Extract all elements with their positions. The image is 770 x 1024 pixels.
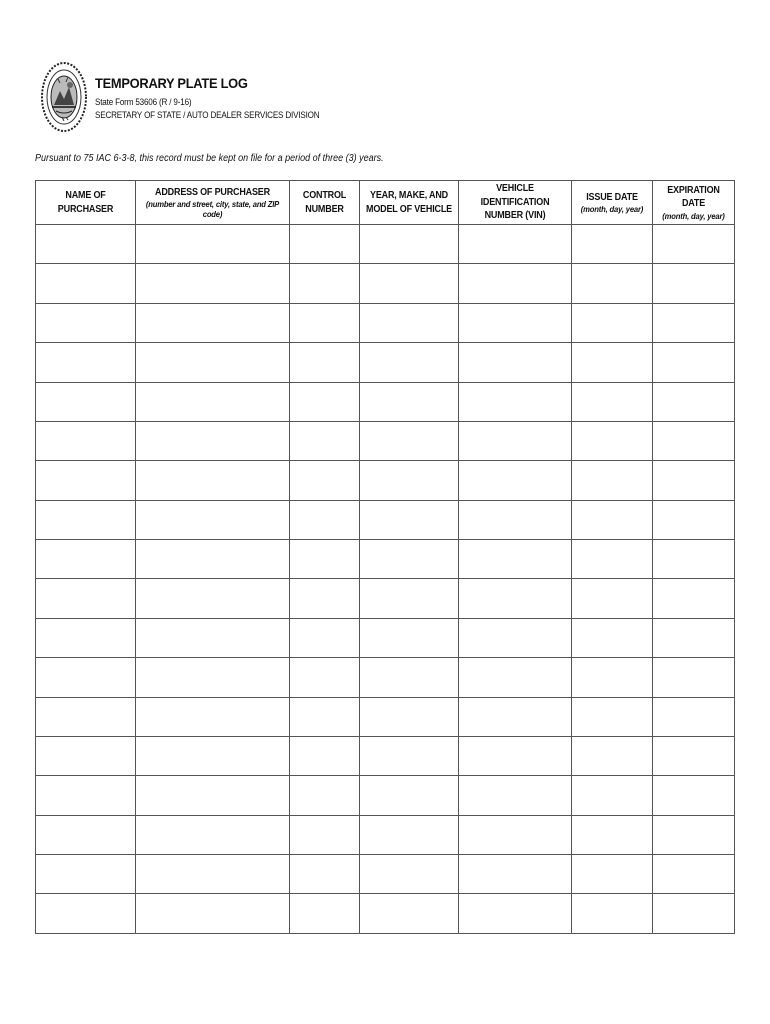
control-number-cell[interactable] [290,579,360,618]
column-header-name: NAME OF PURCHASER [36,181,136,225]
vin-cell[interactable] [459,264,572,303]
table-row [36,421,735,460]
vin-cell[interactable] [459,421,572,460]
vehicle-cell[interactable] [360,894,459,934]
issue-date-cell[interactable] [572,343,653,382]
vehicle-cell[interactable] [360,658,459,697]
vin-cell[interactable] [459,343,572,382]
issue-date-cell[interactable] [572,303,653,342]
control-number-cell[interactable] [290,264,360,303]
column-header-vehicle: YEAR, MAKE, AND MODEL OF VEHICLE [360,181,459,225]
vin-cell[interactable] [459,658,572,697]
address-cell[interactable] [136,303,290,342]
issue-date-cell[interactable] [572,658,653,697]
table-row [36,500,735,539]
address-cell[interactable] [136,343,290,382]
expiration-date-cell[interactable] [653,776,735,815]
control-number-cell[interactable] [290,303,360,342]
control-number-cell[interactable] [290,225,360,264]
table-row [36,225,735,264]
name-cell[interactable] [36,855,136,894]
table-row [36,579,735,618]
issue-date-cell[interactable] [572,776,653,815]
log-table-body [36,225,735,934]
control-number-cell[interactable] [290,697,360,736]
vin-cell[interactable] [459,500,572,539]
vehicle-cell[interactable] [360,303,459,342]
name-cell[interactable] [36,736,136,775]
name-cell[interactable] [36,815,136,854]
vin-cell[interactable] [459,382,572,421]
address-cell[interactable] [136,579,290,618]
vehicle-cell[interactable] [360,540,459,579]
expiration-date-cell[interactable] [653,697,735,736]
name-cell[interactable] [36,658,136,697]
vehicle-cell[interactable] [360,855,459,894]
table-header-row [36,181,735,225]
expiration-date-cell[interactable] [653,382,735,421]
issue-date-cell[interactable] [572,264,653,303]
control-number-cell[interactable] [290,461,360,500]
table-row [36,540,735,579]
vehicle-cell[interactable] [360,343,459,382]
expiration-date-cell[interactable] [653,736,735,775]
control-number-cell[interactable] [290,382,360,421]
name-cell[interactable] [36,421,136,460]
name-cell[interactable] [36,303,136,342]
agency-name: SECRETARY OF STATE / AUTO DEALER SERVICES DIVISION [95,110,320,120]
name-cell[interactable] [36,618,136,657]
vehicle-cell[interactable] [360,225,459,264]
column-header-issue-date: ISSUE DATE (month, day, year) [572,181,653,225]
issue-date-cell[interactable] [572,855,653,894]
table-row [36,776,735,815]
vehicle-cell[interactable] [360,579,459,618]
vehicle-cell[interactable] [360,618,459,657]
expiration-date-cell[interactable] [653,540,735,579]
vehicle-cell[interactable] [360,421,459,460]
vehicle-cell[interactable] [360,697,459,736]
name-cell[interactable] [36,225,136,264]
vehicle-cell[interactable] [360,815,459,854]
vin-cell[interactable] [459,461,572,500]
expiration-date-cell[interactable] [653,618,735,657]
issue-date-cell[interactable] [572,421,653,460]
issue-date-cell[interactable] [572,815,653,854]
table-row [36,894,735,934]
issue-date-cell[interactable] [572,894,653,934]
address-cell[interactable] [136,736,290,775]
control-number-cell[interactable] [290,540,360,579]
address-cell[interactable] [136,815,290,854]
control-number-cell[interactable] [290,855,360,894]
vin-cell[interactable] [459,776,572,815]
expiration-date-cell[interactable] [653,343,735,382]
vin-cell[interactable] [459,303,572,342]
vin-cell[interactable] [459,697,572,736]
issue-date-cell[interactable] [572,579,653,618]
control-number-cell[interactable] [290,618,360,657]
name-cell[interactable] [36,697,136,736]
expiration-date-cell[interactable] [653,815,735,854]
name-cell[interactable] [36,382,136,421]
vin-cell[interactable] [459,736,572,775]
table-row [36,697,735,736]
issue-date-cell[interactable] [572,461,653,500]
vin-cell[interactable] [459,855,572,894]
address-cell[interactable] [136,618,290,657]
address-cell[interactable] [136,382,290,421]
address-cell[interactable] [136,225,290,264]
control-number-cell[interactable] [290,736,360,775]
name-cell[interactable] [36,540,136,579]
address-cell[interactable] [136,540,290,579]
table-row [36,658,735,697]
vehicle-cell[interactable] [360,736,459,775]
expiration-date-cell[interactable] [653,500,735,539]
table-row [36,815,735,854]
vin-cell[interactable] [459,540,572,579]
temporary-plate-log-table [35,180,735,934]
form-number: State Form 53606 (R / 9-16) [95,97,192,107]
vin-cell[interactable] [459,225,572,264]
state-seal-logo [40,61,88,133]
vehicle-cell[interactable] [360,776,459,815]
control-number-cell[interactable] [290,421,360,460]
control-number-cell[interactable] [290,776,360,815]
vin-cell[interactable] [459,618,572,657]
expiration-date-cell[interactable] [653,303,735,342]
table-row [36,382,735,421]
control-number-cell[interactable] [290,894,360,934]
vehicle-cell[interactable] [360,382,459,421]
address-cell[interactable] [136,461,290,500]
table-row [36,855,735,894]
address-cell[interactable] [136,264,290,303]
table-row [36,618,735,657]
address-cell[interactable] [136,421,290,460]
table-row [36,343,735,382]
name-cell[interactable] [36,894,136,934]
name-cell[interactable] [36,461,136,500]
table-row [36,264,735,303]
expiration-date-cell[interactable] [653,855,735,894]
issue-date-cell[interactable] [572,618,653,657]
column-header-expiration-date: EXPIRATION DATE (month, day, year) [653,181,735,225]
expiration-date-cell[interactable] [653,658,735,697]
column-header-control-number: CONTROL NUMBER [290,181,360,225]
control-number-cell[interactable] [290,658,360,697]
expiration-date-cell[interactable] [653,894,735,934]
column-header-vin: VEHICLE IDENTIFICATION NUMBER (VIN) [459,181,572,225]
vin-cell[interactable] [459,579,572,618]
address-cell[interactable] [136,894,290,934]
name-cell[interactable] [36,776,136,815]
vehicle-cell[interactable] [360,461,459,500]
table-row [36,303,735,342]
control-number-cell[interactable] [290,500,360,539]
column-header-address: ADDRESS OF PURCHASER (number and street, city, state, and ZIP code) [136,181,290,225]
name-cell[interactable] [36,500,136,539]
vin-cell[interactable] [459,815,572,854]
expiration-date-cell[interactable] [653,461,735,500]
form-title: TEMPORARY PLATE LOG [95,75,248,91]
expiration-date-cell[interactable] [653,264,735,303]
issue-date-cell[interactable] [572,382,653,421]
expiration-date-cell[interactable] [653,421,735,460]
table-row [36,461,735,500]
address-cell[interactable] [136,500,290,539]
table-row [36,736,735,775]
address-cell[interactable] [136,855,290,894]
control-number-cell[interactable] [290,343,360,382]
vin-cell[interactable] [459,894,572,934]
issue-date-cell[interactable] [572,540,653,579]
issue-date-cell[interactable] [572,736,653,775]
issue-date-cell[interactable] [572,500,653,539]
expiration-date-cell[interactable] [653,225,735,264]
name-cell[interactable] [36,343,136,382]
control-number-cell[interactable] [290,815,360,854]
expiration-date-cell[interactable] [653,579,735,618]
vehicle-cell[interactable] [360,500,459,539]
vehicle-cell[interactable] [360,264,459,303]
name-cell[interactable] [36,579,136,618]
address-cell[interactable] [136,776,290,815]
address-cell[interactable] [136,658,290,697]
issue-date-cell[interactable] [572,225,653,264]
retention-note: Pursuant to 75 IAC 6-3-8, this record must be kept on file for a period of three (3) years. [35,153,384,164]
address-cell[interactable] [136,697,290,736]
name-cell[interactable] [36,264,136,303]
issue-date-cell[interactable] [572,697,653,736]
